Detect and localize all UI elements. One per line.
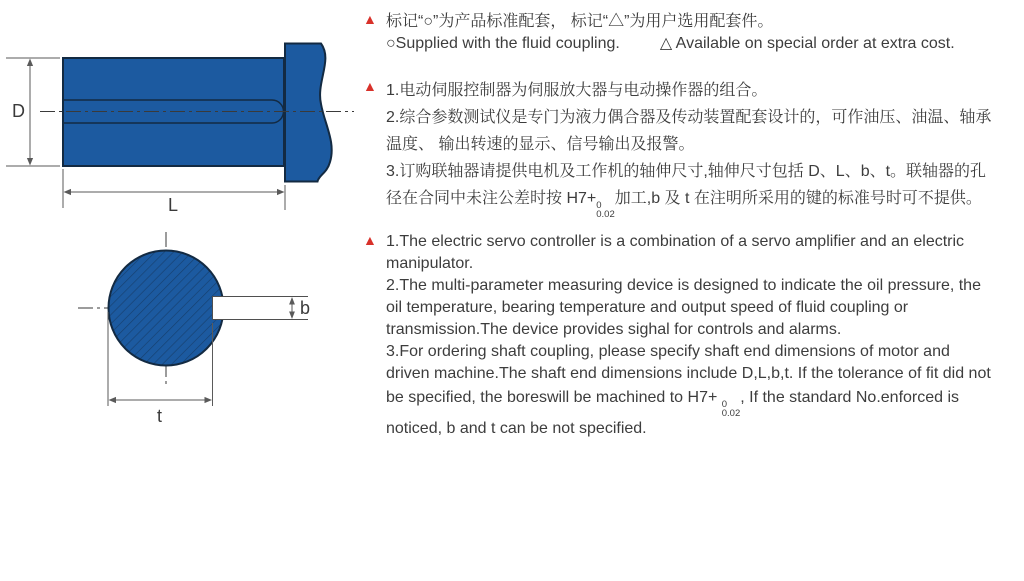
tolerance-prefix: 径在合同中未注公差时按 H7+ bbox=[386, 190, 597, 207]
note-line: 1.The electric servo controller is a combination of a servo amplifier and an electric bbox=[386, 233, 965, 250]
legend-line-en bbox=[386, 33, 1023, 55]
note-line: oil temperature, bearing temperature and output speed of fluid coupling or bbox=[386, 299, 909, 316]
triangle-marker-icon: ▲ bbox=[363, 78, 377, 94]
note-line: 3.For ordering shaft coupling, please specify shaft end dimensions of motor and bbox=[386, 343, 950, 360]
note-line: 2.The multi-parameter measuring device is designed to indicate the oil pressure, the bbox=[386, 277, 981, 294]
shaft-section-circle bbox=[109, 251, 224, 366]
d-arrow-up bbox=[27, 59, 33, 67]
b-arrow-down bbox=[289, 312, 295, 320]
t-arrow-left bbox=[109, 397, 117, 403]
notes-cn-block bbox=[363, 77, 1023, 219]
tolerance-suffix: 加工,b 及 t 在注明所采用的键的标准号时可不提供。 bbox=[614, 190, 982, 207]
note-line: 2.综合参数测试仪是专门为液力偶合器及传动装置配套设计的，可作油压、油温、轴承 bbox=[386, 109, 992, 126]
d-dim-label: D bbox=[12, 101, 25, 121]
legend-block bbox=[363, 10, 1023, 55]
tolerance-prefix: be specified, the boreswill be machined to H7+ bbox=[386, 389, 722, 406]
note-line: 3.订购联轴器请提供电机及工作机的轴伸尺寸,轴伸尺寸包括 D、L、b、t。联轴器的孔 bbox=[386, 163, 987, 180]
tolerance-stack bbox=[596, 202, 615, 219]
b-dim-label: b bbox=[300, 298, 311, 318]
triangle-marker-icon: ▲ bbox=[363, 232, 377, 248]
note-line-tolerance bbox=[386, 185, 1023, 219]
tolerance-lower: 0.02 bbox=[596, 208, 615, 220]
legend-item-standard: ○Supplied with the fluid coupling. bbox=[386, 35, 620, 52]
note-line: driven machine.The shaft end dimensions include D,L,b,t. If the tolerance of fit did not bbox=[386, 365, 991, 382]
note-line: 温度、 输出转速的显示、信号输出及报警。 bbox=[386, 136, 695, 153]
l-arrow-right bbox=[277, 189, 285, 195]
t-arrow-right bbox=[205, 397, 213, 403]
shaft-cross-section-diagram bbox=[60, 218, 340, 430]
note-line: noticed, b and t can be not specified. bbox=[386, 420, 647, 437]
triangle-marker-icon: ▲ bbox=[363, 11, 377, 27]
legend-line-cn: 标记“○”为产品标准配套， 标记“△”为用户选用配套件。 bbox=[386, 13, 774, 30]
note-line-tolerance bbox=[386, 385, 1023, 418]
l-dim-label: L bbox=[168, 195, 179, 215]
t-dim-label: t bbox=[157, 406, 163, 426]
keyway-notch bbox=[213, 296, 236, 320]
tolerance-suffix: , If the standard No.enforced is bbox=[740, 389, 960, 406]
note-line: manipulator. bbox=[386, 255, 474, 272]
tolerance-lower: 0.02 bbox=[721, 407, 741, 419]
note-line: 1.电动伺服控制器为伺服放大器与电动操作器的组合。 bbox=[386, 82, 768, 99]
b-arrow-up bbox=[289, 297, 295, 305]
hub-body bbox=[285, 44, 332, 182]
note-line: transmission.The device provides sighal for controls and alarms. bbox=[386, 321, 842, 338]
tolerance-upper: 0 bbox=[596, 200, 602, 211]
tolerance-stack bbox=[722, 401, 741, 418]
legend-item-optional: △ Available on special order at extra cost. bbox=[659, 35, 955, 52]
tolerance-upper: 0 bbox=[721, 399, 728, 410]
d-arrow-down bbox=[27, 158, 33, 166]
l-arrow-left bbox=[64, 189, 72, 195]
notes-en-block bbox=[363, 231, 1023, 440]
shaft-side-view-diagram bbox=[0, 20, 360, 220]
